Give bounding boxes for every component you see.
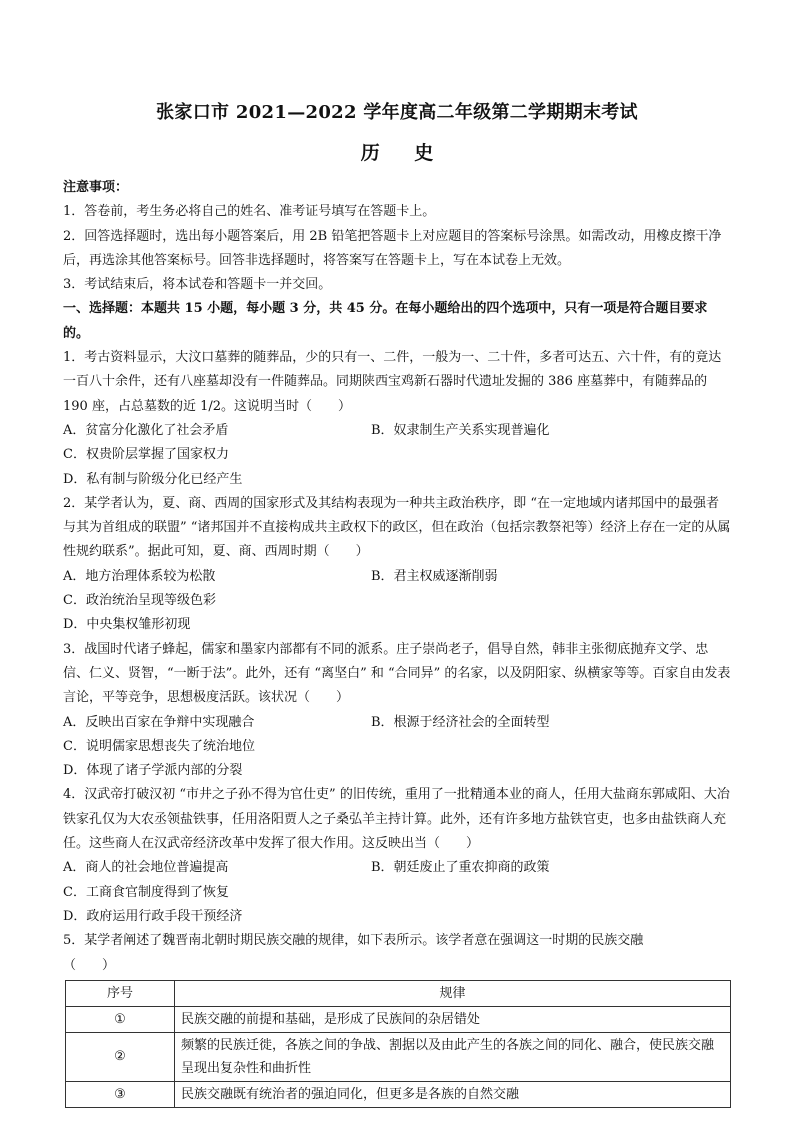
option-a: A．商人的社会地位普遍提高 [63,860,229,876]
option-d: D．政府运用行政手段干预经济 [63,908,243,924]
table-header-rule: 规律 [175,980,731,1006]
question-1-options [63,419,731,492]
table-cell-index: ② [66,1032,175,1081]
question-2-stem: 2．某学者认为，夏、商、西周的国家形式及其结构表现为一种共主政治秩序，即 “在一定地域内诸邦国中的最强者与其为首组成的联盟” “诸邦国并不直接构成共主政权下的政区，但在政治（包括宗教祭祀等）经济上存在一定的从属性规约联系”。据此可知，夏、商、西周时期（ ） [63,495,731,560]
question-5-stem: 5．某学者阐述了魏晋南北朝时期民族交融的规律，如下表所示。该学者意在强调这一时期的民族交融 [63,933,644,949]
rules-table [65,980,731,1108]
option-a: A．反映出百家在争辩中实现融合 [63,714,255,730]
table-row [66,1032,731,1081]
notice-heading: 注意事项： [63,180,129,195]
option-b: B．朝廷废止了重农抑商的政策 [371,860,550,876]
option-d: D．体现了诸子学派内部的分裂 [63,763,243,779]
table-row [66,1006,731,1032]
option-a: A．贫富分化激化了社会矛盾 [63,422,229,438]
option-d: D．中央集权雏形初现 [63,617,191,633]
option-b: B．奴隶制生产关系实现普遍化 [371,422,550,438]
option-c: C．政治统治呈现等级色彩 [63,593,216,609]
table-cell-rule: 民族交融的前提和基础，是形成了民族间的杂居错处 [175,1006,731,1032]
question-3-stem: 3．战国时代诸子蜂起，儒家和墨家内部都有不同的派系。庄子崇尚老子，倡导自然，韩非主张彻底抛弃文学、忠信、仁义、贤智，“一断于法”。此外，还有 “离坚白” 和 “合同异” 的名家，以及阴阳家、纵横家等等。百家自由发表言论，平等竞争，思想极度活跃。该状况（ ） [63,641,731,706]
option-c: C．权贵阶层掌握了国家权力 [63,447,229,463]
option-a: A．地方治理体系较为松散 [63,568,216,584]
table-header-index: 序号 [66,980,175,1006]
option-c: C．工商食官制度得到了恢复 [63,884,229,900]
notice-item: 3．考试结束后，将本试卷和答题卡一并交回。 [63,277,332,293]
section-heading: 一、选择题：本题共 15 小题，每小题 3 分，共 45 分。在每小题给出的四个选项中，只有一项是符合题目要求的。 [63,301,708,341]
question-5-answer-blank: （ ） [63,957,116,973]
table-cell-rule: 频繁的民族迁徙，各族之间的争战、割据以及由此产生的各族之间的同化、融合，使民族交融呈现出复杂性和曲折性 [175,1032,731,1081]
exam-title: 张家口市 2021—2022 学年度高二年级第二学期期末考试 [156,102,638,123]
option-b: B．君主权威逐渐削弱 [371,568,498,584]
question-4-options [63,856,731,929]
table-cell-rule: 民族交融既有统治者的强迫同化，但更多是各族的自然交融 [175,1081,731,1107]
option-c: C．说明儒家思想丧失了统治地位 [63,738,255,754]
table-cell-index: ① [66,1006,175,1032]
option-b: B．根源于经济社会的全面转型 [371,714,550,730]
question-2-options [63,565,731,638]
subject-title: 历 史 [360,142,448,164]
table-header-row [66,980,731,1006]
question-4-stem: 4．汉武帝打破汉初 “市井之子孙不得为官仕吏” 的旧传统，重用了一批精通本业的商人，任用大盐商东郭咸阳、大冶铁家孔仅为大农丞领盐铁事，任用洛阳贾人之子桑弘羊主持计算。此外，还有许多地方盐铁官吏，也多由盐铁商人充任。这些商人在汉武帝经济改革中发挥了很大作用。这反映出当（ ） [63,787,730,852]
exam-body [63,176,731,1108]
option-d: D．私有制与阶级分化已经产生 [63,471,243,487]
table-row [66,1081,731,1107]
question-3-options [63,711,731,784]
table-cell-index: ③ [66,1081,175,1107]
question-1-stem: 1．考古资料显示，大汶口墓葬的随葬品，少的只有一、二件，一般为一、二十件，多者可达五、六十件，有的竟达一百八十余件，还有八座墓却没有一件随葬品。同期陕西宝鸡新石器时代遗址发掘的 386 座墓葬中，有随葬品的 190 座，占总墓数的近 1/2。这说明当时（ ） [63,350,722,414]
notice-item: 1．答卷前，考生务必将自己的姓名、准考证号填写在答题卡上。 [63,204,436,220]
notice-item: 2．回答选择题时，选出每小题答案后，用 2B 铅笔把答题卡上对应题目的答案标号涂黑。如需改动，用橡皮擦干净后，再选涂其他答案标号。回答非选择题时，将答案写在答题卡上，写在本试卷上无效。 [63,228,722,268]
